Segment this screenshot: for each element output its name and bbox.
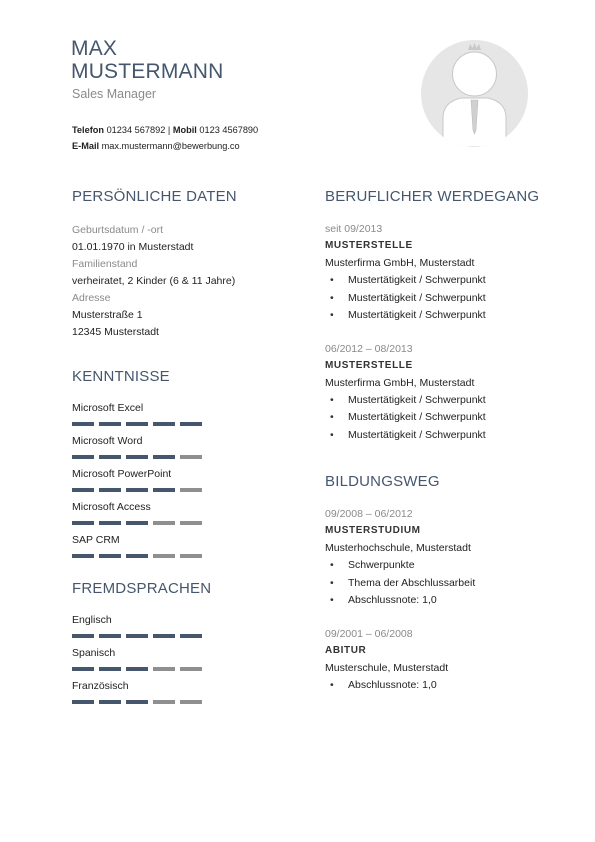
skill-item (72, 533, 292, 558)
language-name: Spanisch (72, 647, 116, 659)
mobile-value: 0123 4567890 (199, 125, 259, 135)
entry-bullets (325, 557, 555, 610)
skills-list (72, 401, 292, 558)
bullet-item: • Mustertätigkeit / Schwerpunkt (325, 392, 555, 410)
last-name: MUSTERMANN (71, 60, 224, 83)
level-segment-filled (126, 554, 148, 558)
language-level-bars (72, 700, 292, 704)
address-line-1: Musterstraße 1 (72, 309, 143, 321)
family-label: Familienstand (72, 258, 138, 270)
level-segment-filled (72, 455, 94, 459)
phone-value: 01234 567892 (106, 125, 166, 135)
job-role: Sales Manager (72, 87, 157, 101)
level-segment-filled (126, 667, 148, 671)
entry-date: 09/2008 – 06/2012 (325, 508, 413, 520)
skills-section (72, 368, 292, 566)
skill-name: Microsoft Excel (72, 402, 144, 414)
language-item (72, 646, 292, 671)
level-segment-empty (153, 521, 175, 525)
skill-level-bars (72, 488, 292, 492)
skill-level-bars (72, 554, 292, 558)
level-segment-filled (99, 455, 121, 459)
skills-title: KENNTNISSE (72, 368, 170, 385)
personal-details (72, 222, 292, 341)
skill-name: Microsoft Access (72, 501, 151, 513)
level-segment-filled (126, 422, 148, 426)
level-segment-empty (180, 700, 202, 704)
level-segment-filled (72, 488, 94, 492)
skill-item (72, 500, 292, 525)
avatar-placeholder (421, 40, 528, 147)
level-segment-empty (153, 700, 175, 704)
skill-name: Microsoft PowerPoint (72, 468, 172, 480)
contact-separator: | (167, 125, 171, 135)
applicant-name (71, 37, 224, 83)
level-segment-filled (99, 700, 121, 704)
skill-item (72, 467, 292, 492)
birth-label: Geburtsdatum / -ort (72, 224, 164, 236)
phone-label: Telefon (72, 125, 104, 135)
career-entry (325, 341, 555, 445)
level-segment-filled (72, 554, 94, 558)
level-segment-filled (99, 634, 121, 638)
level-segment-filled (153, 634, 175, 638)
entry-bullets (325, 392, 555, 445)
skill-name: Microsoft Word (72, 435, 143, 447)
contact-phone-line (72, 122, 258, 138)
bullet-item: • Mustertätigkeit / Schwerpunkt (325, 290, 555, 308)
education-entry (325, 506, 555, 610)
email-value: max.mustermann@bewerbung.co (101, 141, 240, 151)
language-item (72, 613, 292, 638)
level-segment-filled (153, 488, 175, 492)
address-label: Adresse (72, 292, 111, 304)
level-segment-empty (153, 554, 175, 558)
education-section (325, 473, 555, 694)
language-name: Französisch (72, 680, 129, 692)
level-segment-filled (180, 422, 202, 426)
entry-date: 09/2001 – 06/2008 (325, 627, 413, 640)
person-silhouette-icon (421, 40, 528, 147)
bullet-item: • Mustertätigkeit / Schwerpunkt (325, 272, 555, 290)
email-label: E-Mail (72, 141, 100, 151)
language-level-bars (72, 634, 292, 638)
entry-title: ABITUR (325, 644, 367, 656)
level-segment-filled (99, 488, 121, 492)
bullet-item: • Mustertätigkeit / Schwerpunkt (325, 409, 555, 427)
level-segment-filled (99, 521, 121, 525)
entry-date: seit 09/2013 (325, 223, 383, 235)
skill-item (72, 434, 292, 459)
level-segment-filled (72, 700, 94, 704)
entry-date: 06/2012 – 08/2013 (325, 342, 413, 355)
education-title: BILDUNGSWEG (325, 473, 440, 490)
skill-level-bars (72, 455, 292, 459)
languages-section (72, 580, 292, 712)
level-segment-filled (99, 422, 121, 426)
family-value: verheiratet, 2 Kinder (6 & 11 Jahre) (72, 275, 236, 287)
career-section (325, 188, 555, 444)
mobile-label: Mobil (172, 125, 197, 135)
entry-school: Musterhochschule, Musterstadt (325, 542, 471, 554)
bullet-item: • Abschlussnote: 1,0 (325, 677, 555, 695)
level-segment-filled (126, 634, 148, 638)
level-segment-filled (99, 554, 121, 558)
personal-title: PERSÖNLICHE DATEN (72, 188, 237, 205)
level-segment-filled (126, 455, 148, 459)
level-segment-filled (72, 667, 94, 671)
entry-bullets (325, 677, 555, 695)
first-name: MAX (71, 37, 118, 60)
bullet-item: • Mustertätigkeit / Schwerpunkt (325, 307, 555, 325)
personal-section (72, 188, 292, 341)
contact-email-line (72, 138, 258, 154)
level-segment-empty (180, 521, 202, 525)
entry-company: Musterfirma GmbH, Musterstadt (325, 376, 475, 389)
entry-title: MUSTERSTUDIUM (325, 525, 421, 536)
entry-title: MUSTERSTELLE (325, 240, 413, 251)
skill-name: SAP CRM (72, 534, 120, 546)
level-segment-filled (153, 455, 175, 459)
birth-value: 01.01.1970 in Musterstadt (72, 241, 194, 253)
languages-list (72, 613, 292, 704)
skill-level-bars (72, 422, 292, 426)
level-segment-filled (72, 521, 94, 525)
skill-level-bars (72, 521, 292, 525)
level-segment-filled (72, 422, 94, 426)
entry-company: Musterfirma GmbH, Musterstadt (325, 257, 475, 269)
level-segment-filled (126, 700, 148, 704)
career-entry (325, 221, 555, 325)
language-level-bars (72, 667, 292, 671)
level-segment-filled (126, 488, 148, 492)
bullet-item: • Mustertätigkeit / Schwerpunkt (325, 427, 555, 445)
languages-title: FREMDSPRACHEN (72, 580, 212, 597)
level-segment-empty (180, 554, 202, 558)
entry-title: MUSTERSTELLE (325, 359, 413, 371)
level-segment-empty (153, 667, 175, 671)
education-entry (325, 626, 555, 695)
level-segment-filled (99, 667, 121, 671)
entry-school: Musterschule, Musterstadt (325, 661, 449, 674)
bullet-item: • Abschlussnote: 1,0 (325, 592, 555, 610)
level-segment-empty (180, 455, 202, 459)
level-segment-filled (72, 634, 94, 638)
bullet-item: • Schwerpunkte (325, 557, 555, 575)
level-segment-filled (180, 634, 202, 638)
language-name: Englisch (72, 614, 112, 626)
level-segment-empty (180, 667, 202, 671)
skill-item (72, 401, 292, 426)
contact-block (72, 122, 258, 154)
level-segment-empty (180, 488, 202, 492)
bullet-item: • Thema der Abschlussarbeit (325, 575, 555, 593)
entry-bullets (325, 272, 555, 325)
level-segment-filled (126, 521, 148, 525)
address-line-2: 12345 Musterstadt (72, 326, 159, 338)
language-item (72, 679, 292, 704)
career-title: BERUFLICHER WERDEGANG (325, 188, 540, 205)
level-segment-filled (153, 422, 175, 426)
